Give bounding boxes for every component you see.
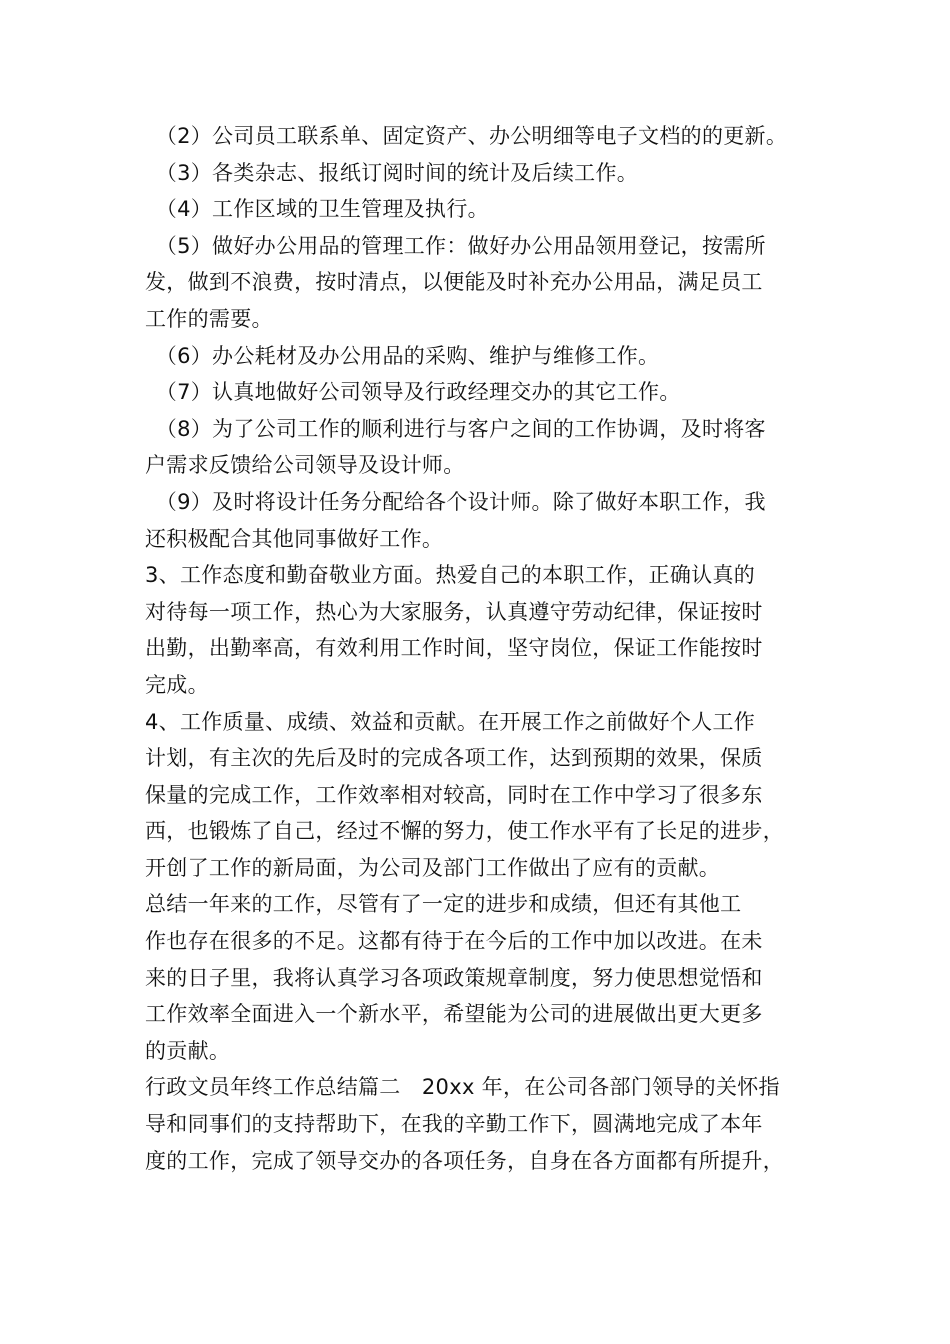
- text-line: （8）为了公司工作的顺利进行与客户之间的工作协调，及时将客: [145, 416, 766, 441]
- text-line: 的贡献。: [145, 1038, 231, 1063]
- text-line: 总结一年来的工作，尽管有了一定的进步和成绩，但还有其他工: [145, 892, 742, 917]
- text-line: （7）认真地做好公司领导及行政经理交办的其它工作。: [145, 380, 681, 405]
- text-line: （9）及时将设计任务分配给各个设计师。除了做好本职工作，我: [145, 489, 766, 514]
- text-line: 工作效率全面进入一个新水平，希望能为公司的进展做出更大更多: [145, 1002, 763, 1027]
- text-line: 完成。: [145, 672, 209, 697]
- text-line: （5）做好办公用品的管理工作：做好办公用品领用登记，按需所: [145, 233, 766, 258]
- text-line: 4、工作质量、成绩、效益和贡献。在开展工作之前做好个人工作: [145, 709, 756, 734]
- text-line: 还积极配合其他同事做好工作。: [145, 526, 444, 551]
- text-line: 计划，有主次的先后及时的完成各项工作，达到预期的效果，保质: [145, 746, 763, 771]
- text-line: （3）各类杂志、报纸订阅时间的统计及后续工作。: [145, 160, 639, 185]
- text-line: 开创了工作的新局面，为公司及部门工作做出了应有的贡献。: [145, 855, 721, 880]
- text-line: 导和同事们的支持帮助下，在我的辛勤工作下，圆满地完成了本年: [145, 1112, 763, 1137]
- text-line: 行政文员年终工作总结篇二 20xx 年，在公司各部门领导的关怀指: [145, 1075, 780, 1100]
- text-line: 3、工作态度和勤奋敬业方面。热爱自己的本职工作，正确认真的: [145, 563, 756, 588]
- text-line: 保量的完成工作，工作效率相对较高，同时在工作中学习了很多东: [145, 782, 763, 807]
- text-line: （2）公司员工联系单、固定资产、办公明细等电子文档的的更新。: [145, 124, 788, 148]
- text-line: 工作的需要。: [145, 306, 273, 331]
- document-body: [145, 118, 825, 1179]
- text-line: （6）办公耗材及办公用品的采购、维护与维修工作。: [145, 343, 660, 368]
- text-line: 来的日子里，我将认真学习各项政策规章制度，努力使思想觉悟和: [145, 965, 763, 990]
- text-line: 度的工作，完成了领导交办的各项任务，自身在各方面都有所提升，: [145, 1148, 784, 1173]
- text-line: （4）工作区域的卫生管理及执行。: [145, 197, 489, 222]
- text-line: 对待每一项工作，热心为大家服务，认真遵守劳动纪律，保证按时: [145, 599, 763, 624]
- text-line: 户需求反馈给公司领导及设计师。: [145, 453, 465, 478]
- text-line: 西，也锻炼了自己，经过不懈的努力，使工作水平有了长足的进步，: [145, 819, 784, 844]
- text-line: 发，做到不浪费，按时清点，以便能及时补充办公用品，满足员工: [145, 270, 763, 295]
- text-line: 出勤，出勤率高，有效利用工作时间，坚守岗位，保证工作能按时: [145, 636, 763, 661]
- text-line: 作也存在很多的不足。这都有待于在今后的工作中加以改进。在未: [145, 929, 763, 954]
